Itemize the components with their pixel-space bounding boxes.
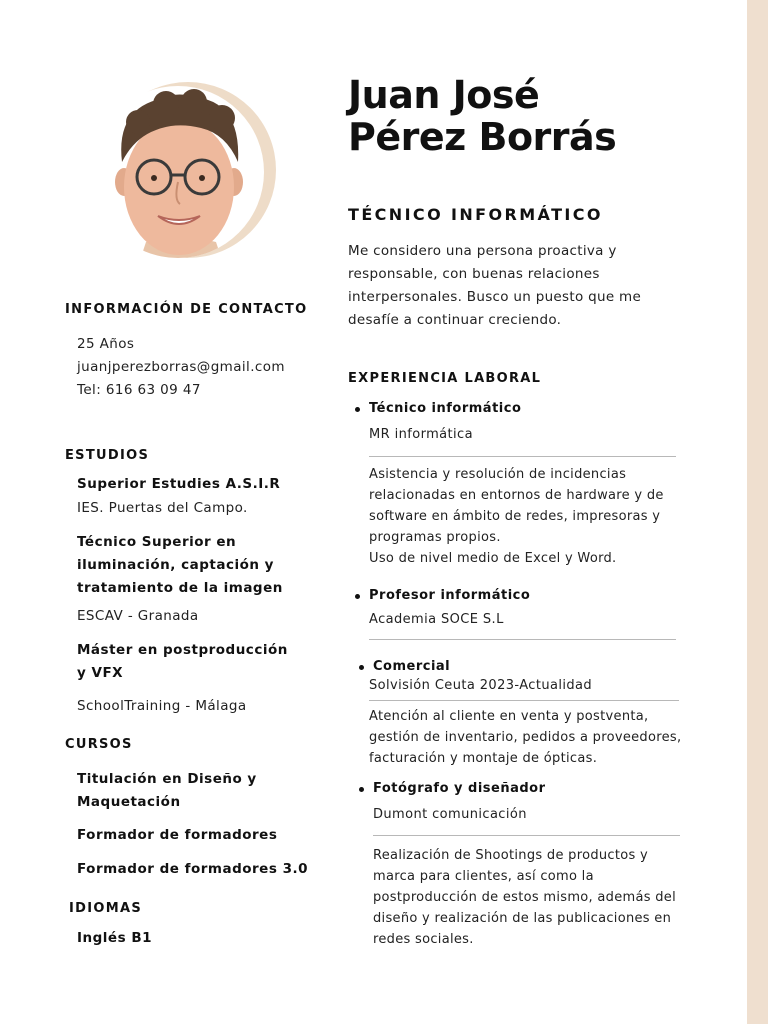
name-line-2: Pérez Borrás [348, 115, 617, 159]
job-1-desc-line-1: Asistencia y resolución de incidencias [369, 467, 627, 482]
job-3-desc-line-1: Atención al cliente en venta y postventa, [369, 709, 649, 724]
courses-section-title: CURSOS [65, 737, 133, 752]
name-line-1: Juan José [348, 73, 540, 117]
job-4-desc-line-3: postproducción de estos mismo, además del [373, 890, 677, 905]
decorative-side-band [747, 0, 768, 1024]
experience-section-title: EXPERIENCIA LABORAL [348, 371, 542, 386]
job-4-desc-line-5: redes sociales. [373, 932, 474, 947]
study-1-title: Superior Estudies A.S.I.R [77, 476, 281, 492]
contact-phone[interactable]: Tel: 616 63 09 47 [77, 382, 201, 398]
job-4-desc-line-2: marca para clientes, así como la [373, 869, 594, 884]
language-1: Inglés B1 [77, 930, 152, 946]
job-1-desc-line-3: software en ámbito de redes, impresoras y [369, 509, 661, 524]
study-2-title-line-3: tratamiento de la imagen [77, 580, 283, 596]
job-2-divider [369, 639, 676, 640]
contact-email[interactable]: juanjperezborras@gmail.com [77, 359, 285, 375]
study-3-title-line-2: y VFX [77, 665, 124, 681]
course-1-line-2: Maquetación [77, 794, 181, 810]
job-3-company: Solvisión Ceuta 2023-Actualidad [369, 678, 593, 693]
job-3-title: Comercial [373, 659, 451, 674]
study-3-title-line-1: Máster en postproducción [77, 642, 288, 658]
contact-age: 25 Años [77, 336, 135, 352]
job-3-desc-line-3: facturación y montaje de ópticas. [369, 751, 598, 766]
job-4-title: Fotógrafo y diseñador [373, 781, 546, 796]
course-2: Formador de formadores [77, 827, 278, 843]
job-4-divider [373, 835, 680, 836]
course-3: Formador de formadores 3.0 [77, 861, 308, 877]
full-name [348, 74, 616, 158]
job-1-desc-line-5: Uso de nivel medio de Excel y Word. [369, 551, 617, 566]
job-2-company: Academia SOCE S.L [369, 612, 504, 627]
contact-section-title: INFORMACIÓN DE CONTACTO [65, 302, 308, 317]
studies-section-title: ESTUDIOS [65, 448, 150, 463]
job-1-description [369, 464, 664, 569]
job-4-desc-line-1: Realización de Shootings de productos y [373, 848, 649, 863]
job-4-desc-line-4: diseño y realización de las publicaciones en [373, 911, 672, 926]
study-2-place: ESCAV - Granada [77, 608, 199, 624]
course-1-line-1: Titulación en Diseño y [77, 771, 257, 787]
job-2-title: Profesor informático [369, 588, 531, 603]
study-1-place: IES. Puertas del Campo. [77, 500, 248, 516]
job-1-title: Técnico informático [369, 401, 522, 416]
profile-summary: Me considero una persona proactiva y responsable, con buenas relaciones interpersonales. Busco un puesto que me desafíe a continuar creciendo. [348, 243, 642, 328]
job-4-company: Dumont comunicación [373, 807, 527, 822]
job-1-company: MR informática [369, 427, 473, 442]
profile-photo [76, 82, 276, 260]
job-1-desc-line-4: programas propios. [369, 530, 501, 545]
languages-section-title: IDIOMAS [69, 901, 142, 916]
study-3-place: SchoolTraining - Málaga [77, 698, 247, 714]
study-2-title-line-1: Técnico Superior en [77, 534, 237, 550]
job-3-description [369, 706, 681, 769]
job-1-divider [369, 456, 676, 457]
job-3-divider [369, 700, 679, 701]
job-1-desc-line-2: relacionadas en entornos de hardware y de [369, 488, 664, 503]
job-3-desc-line-2: gestión de inventario, pedidos a proveedores, [369, 730, 682, 745]
study-2-title-line-2: iluminación, captación y [77, 557, 274, 573]
job-role-title: TÉCNICO INFORMÁTICO [348, 205, 603, 224]
job-4-description [373, 845, 676, 950]
